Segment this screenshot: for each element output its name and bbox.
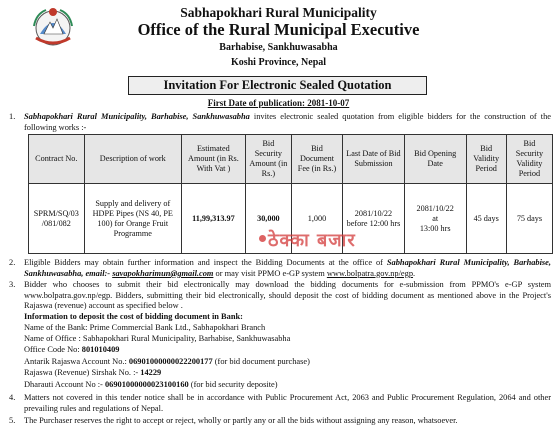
rajaswa-sirshak [24,368,161,379]
item-1-text [24,112,551,133]
publication-date: First Date of publication: 2081-10-07 [207,98,350,108]
cell-opening [404,184,466,254]
egp-url-link[interactable]: www.bolpatra.gov.np/egp [326,268,414,278]
bank-info-title: Information to deposit the cost of bidding document in Bank: [24,312,243,321]
col-contract: Contract No. [29,135,85,184]
antarik-note: (for bid document purchase) [212,357,310,366]
cell-lastdate: 2081/10/22 before 12:00 hrs [343,184,405,254]
bid-table-header [29,135,553,184]
item-2-office: Sabhapokhari Rural Municipality, Barhabise, Sankhuwasabha, email:- [24,258,551,278]
col-validity: Bid Validity Period [466,135,506,184]
opening-at: at [432,213,439,223]
dharauti-note: (for bid security deposite) [188,380,278,389]
item-2-number: 2. [9,258,16,267]
bank-name: Name of the Bank: Prime Commercial Bank Ltd., Sabhapokhari Branch [24,323,266,332]
cell-validity: 45 days [466,184,506,254]
dharauti-label: Dharauti Account No :- [24,380,105,389]
office-name: Office of the Rural Municipal Executive [137,20,420,39]
col-security: Bid Security Amount (in Rs.) [245,135,291,184]
antarik-label: Antarik Rajaswa Account No.: [24,357,129,366]
item-4-number: 4. [9,393,16,402]
col-lastdate: Last Date of Bid Submission [343,135,405,184]
antarik-account [24,357,310,368]
col-opening: Bid Opening Date [404,135,466,184]
item-2-part1: Eligible Bidders may obtain further information and inspect the Bidding Documents at the office of [24,258,387,267]
office-code [24,345,119,356]
municipality-name: Sabhapokhari Rural Municipality [180,5,377,20]
item-4-text: Matters not covered in this tender notice shall be in accordance with Public Procurement Act, 2063 and Public Procurement Regulation, 2064 and other prevailing rules and regulations of Nepal. [24,393,551,413]
rajaswa-value: 14229 [140,368,162,377]
dharauti-value: 06901000000023100160 [104,380,189,389]
item-3-text: Bidder who chooses to submit their bid electronically may download the bidding documents for e-submission from PPMO's e-GP system www.bolpatra.gov.np/egp. Bidders, submitting their bid electronically, should deposit the cost of bidding document as mentioned above in the Project's Rajaswa (revenue) account as specified below . [24,280,551,311]
item-5-number: 5. [9,416,16,425]
item-1-rest: invites electronic sealed quotation from eligible bidders for the construction of the following works :- [24,112,551,132]
cell-security: 30,000 [245,184,291,254]
item-1-number: 1. [9,112,16,121]
contact-email-link[interactable]: savapokharimun@gmail.com [112,268,214,278]
watermark-logo: ठेक्का बजार [268,230,356,251]
item-5-text: The Purchaser reserves the right to accept or reject, wholly or partly any or all the bids without assigning any reason, whatsoever. [24,416,458,425]
opening-date: 2081/10/22 [416,203,454,213]
col-secvalidity: Bid Security Validity Period [506,135,552,184]
item-2-text [24,258,551,279]
rajaswa-label: Rajaswa (Revenue) Sirshak No. :- [24,368,141,377]
antarik-value: 06901000000022200177 [128,357,213,366]
item-2-part2: or may visit PPMO e-GP system [213,268,327,278]
dharauti-account [24,380,278,391]
watermark-dot [259,235,266,242]
cell-estimated: 11,99,313.97 [181,184,245,254]
office-name-line: Name of Office : Sabhapokhari Rural Municipality, Barhabise, Sankhuwasabha [24,334,291,343]
cell-secvalidity: 75 days [506,184,552,254]
office-address: Barhabise, Sankhuwasabha [219,42,338,53]
office-code-value: 801010409 [81,345,120,354]
col-estimated: Estimated Amount (in Rs. With Vat ) [181,135,245,184]
province: Koshi Province, Nepal [230,57,327,68]
col-fee: Bid Document Fee (in Rs.) [291,135,342,184]
item-2-part3: . [413,268,416,278]
office-code-label: Office Code No: [24,345,82,354]
cell-fee: 1,000 [291,184,342,254]
cell-description: Supply and delivery of HDPE Pipes (NS 40, PE 100) for Orange Fruit Programme [84,184,181,254]
opening-time: 13:00 hrs [419,223,451,233]
item-1-lead: Sabhapokhari Rural Municipality, Barhabise, Sankhuwasabha [24,112,250,121]
notice-header [0,5,557,69]
notice-title: Invitation For Electronic Sealed Quotation [128,76,427,95]
col-description: Description of work [84,135,181,184]
item-3-number: 3. [9,280,16,289]
cell-contract: SPRM/SQ/03 /081/082 [29,184,85,254]
